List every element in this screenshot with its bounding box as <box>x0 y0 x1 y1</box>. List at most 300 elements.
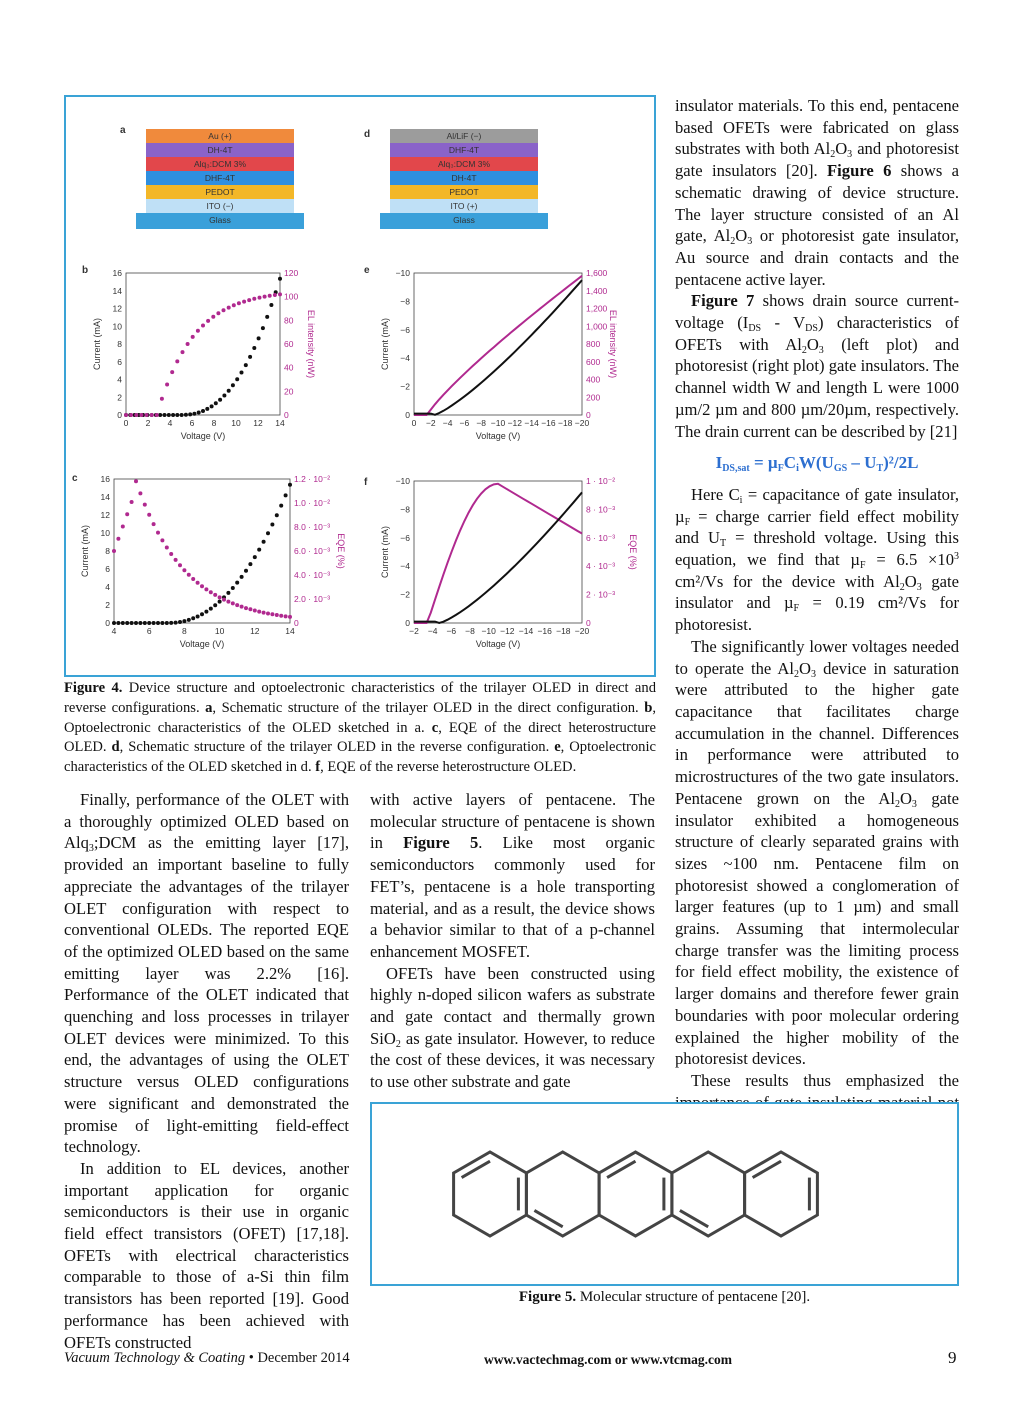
layer-label: Alq₃:DCM 3% <box>193 159 247 169</box>
x-tick-label: −6 <box>446 626 457 636</box>
page-number: 9 <box>948 1348 957 1367</box>
text: OFETs have been constructed using highly n-doped silicon wafers as substrate and gate contact and thermally grown SiO <box>370 963 655 1048</box>
x-tick-label: −10 <box>481 626 496 636</box>
x-tick-label: −2 <box>425 418 436 428</box>
data-point <box>278 277 282 281</box>
x-tick-label: 6 <box>189 418 195 428</box>
text: shows a schematic drawing of device structure. The layer structure consisted of an Al gate, Al <box>675 161 960 246</box>
x-tick-label: −14 <box>524 418 539 428</box>
layer-label: ITO (+) <box>450 201 478 211</box>
data-point <box>227 389 231 393</box>
y2-tick-label: 0 <box>586 410 591 420</box>
x-tick-label: 10 <box>231 418 241 428</box>
data-point <box>129 413 133 417</box>
x-tick-label: −20 <box>574 418 590 428</box>
x-tick-label: −16 <box>541 418 556 428</box>
paragraph: In addition to EL devices, another important application for organic semiconductors is their use in organic field effect transistors (OFET) [17,18]. OFETs with electrical characteristics comparable to those of a-Si thin film transistors has been reported [19]. Good performance has been achieved with OFETs constructed <box>64 1158 349 1352</box>
subscript: DS,sat <box>722 463 750 475</box>
data-point <box>204 610 208 614</box>
x-tick-label: 14 <box>275 418 285 428</box>
data-point <box>181 350 185 354</box>
data-point <box>174 621 178 625</box>
caption-text: , Schematic structure of the trilayer OLED in the reverse configuration. <box>119 739 555 756</box>
y2-tick-label: 2.0 · 10⁻³ <box>294 594 331 604</box>
y2-tick-label: 1 · 10⁻² <box>586 476 616 486</box>
subscript: 3 <box>847 149 853 161</box>
double-bond <box>753 1161 781 1177</box>
data-point <box>191 577 195 581</box>
y-tick-label: −6 <box>400 532 410 543</box>
y-tick-label: −10 <box>395 476 410 486</box>
data-point <box>270 523 274 527</box>
paragraph <box>370 789 655 963</box>
data-point <box>288 615 292 619</box>
caption-text: Molecular structure of pentacene [20]. <box>576 1289 811 1305</box>
data-point <box>169 552 173 556</box>
y-tick-label: 10 <box>100 528 110 538</box>
figure-5 <box>370 1102 959 1286</box>
text: cm²/Vs for the device with Al <box>675 571 900 591</box>
series-line <box>414 492 582 623</box>
data-point <box>211 315 215 319</box>
data-point <box>187 573 191 577</box>
subscript: 2 <box>801 344 807 356</box>
layer-label: PEDOT <box>205 187 235 197</box>
subscript: GS <box>833 463 848 475</box>
data-point <box>188 412 192 416</box>
figure-ref: Figure 7 <box>691 291 755 311</box>
x-axis-label: Voltage (V) <box>179 639 225 649</box>
figure-4-graphic <box>66 97 654 675</box>
figure-5-label: Figure 5. <box>518 1289 577 1305</box>
x-tick-label: −4 <box>442 418 453 428</box>
data-point <box>175 359 179 363</box>
figure-5-caption <box>370 1289 959 1306</box>
text: gate insulator exhibited a homogeneous structure of clearly separated grains with sizes ~100 nm. Pentacene film on photoresist showed a conglomeration of larger features (up to 1 µm) and small grains. Assuming that intermolecular charge transfer was the limiting process for field effect mobility, the existence of larger domains and therefore fewer grain boundaries with poor molecular ordering explained the higher mobility of the photoresist devices. <box>675 788 959 1069</box>
caption-panel-f: f <box>315 759 321 776</box>
subscript: 3 <box>88 843 94 855</box>
data-point <box>218 595 222 599</box>
y2-tick-label: 0 <box>586 618 591 628</box>
y-tick-label: −2 <box>400 381 410 392</box>
data-point <box>121 525 125 529</box>
y-tick-label: 0 <box>105 618 110 628</box>
text: = threshold voltage. Using this equation, we find that µ <box>675 528 960 570</box>
subscript: i <box>739 494 743 506</box>
x-tick-label: −12 <box>507 418 523 428</box>
x-tick-label: 2 <box>145 418 151 428</box>
text: O <box>799 658 812 678</box>
text: as gate insulator. However, to reduce the cost of these devices, it was necessary to use other substrate and gate <box>370 1028 655 1092</box>
caption-panel-a: a <box>205 699 213 716</box>
y-tick-label: 2 <box>117 392 122 403</box>
y2-tick-label: 1,200 <box>586 303 608 314</box>
y2-tick-label: 0 <box>294 618 299 628</box>
text: gate insulator and µ <box>675 571 960 613</box>
layer-label: Alq₃:DCM 3% <box>437 159 491 169</box>
data-point <box>222 308 226 312</box>
subscript: i <box>796 463 799 475</box>
y-axis-label: Current (mA) <box>380 317 390 371</box>
x-tick-label: 8 <box>182 626 187 636</box>
x-tick-label: −20 <box>574 626 590 636</box>
y2-tick-label: 4.0 · 10⁻³ <box>294 570 331 580</box>
layer-label: Glass <box>453 215 475 225</box>
layer-label: PEDOT <box>449 187 479 197</box>
text: = capacitance of gate insulator, µ <box>675 484 959 526</box>
data-point <box>284 614 288 618</box>
data-point <box>262 540 266 544</box>
figure-4-label: Figure 4. <box>64 680 123 696</box>
y-tick-label: 8 <box>105 546 110 556</box>
eq-part: W(U <box>798 453 834 473</box>
y2-tick-label: 1,000 <box>586 321 608 332</box>
text: = 0.19 cm²/Vs for photoresist. <box>675 593 960 635</box>
subscript: F <box>860 560 866 572</box>
text: ) characteristics of OFETs with Al <box>675 313 959 354</box>
data-point <box>186 342 190 346</box>
x-tick-label: −18 <box>557 418 573 428</box>
x-tick-label: 4 <box>111 626 117 636</box>
paragraph <box>675 290 959 442</box>
layer-label: ITO (−) <box>206 201 234 211</box>
data-point <box>152 522 156 526</box>
data-point <box>216 311 220 315</box>
superscript: 3 <box>954 551 960 563</box>
data-point <box>112 549 116 553</box>
data-point <box>222 394 226 398</box>
text-column-1 <box>64 789 349 1353</box>
data-point <box>139 413 143 417</box>
x-tick-label: −6 <box>459 418 470 428</box>
data-point <box>138 491 142 495</box>
y2-tick-label: 1,600 <box>586 268 608 278</box>
panel-label-a: a <box>120 125 126 136</box>
y-tick-label: 16 <box>100 474 110 484</box>
y2-tick-label: 6 · 10⁻³ <box>586 532 616 543</box>
data-point <box>200 584 204 588</box>
subscript: DS <box>748 323 762 335</box>
y2-tick-label: 400 <box>586 374 601 385</box>
paragraph <box>675 484 959 636</box>
benzene-ring <box>745 1152 818 1236</box>
y2-tick-label: 1.2 · 10⁻² <box>294 474 331 484</box>
x-tick-label: −18 <box>556 626 571 636</box>
data-point <box>163 413 167 417</box>
data-point <box>268 294 272 298</box>
subscript: 3 <box>811 668 817 680</box>
y2-tick-label: 20 <box>284 386 294 397</box>
data-point <box>134 479 138 483</box>
paragraph <box>675 636 959 1070</box>
x-tick-label: −4 <box>427 626 438 636</box>
subscript: F <box>777 463 784 475</box>
data-point <box>196 615 200 619</box>
caption-panel-b: b <box>644 699 653 716</box>
drain-current-equation <box>675 452 959 474</box>
panel-label-c: c <box>72 473 78 484</box>
y2-tick-label: 200 <box>586 392 601 403</box>
text: O <box>904 571 917 591</box>
panel-label-f: f <box>364 477 368 488</box>
data-point <box>182 568 186 572</box>
text: - V <box>761 313 806 333</box>
data-point <box>147 513 151 517</box>
eq-part: C <box>783 453 797 473</box>
data-point <box>145 413 149 417</box>
data-point <box>192 412 196 416</box>
data-point <box>237 301 241 305</box>
subscript: 2 <box>830 149 836 161</box>
y2-tick-label: 60 <box>284 339 294 349</box>
subscript: 2 <box>730 236 736 248</box>
data-point <box>160 538 164 542</box>
y2-tick-label: 6.0 · 10⁻³ <box>294 546 331 556</box>
data-point <box>257 548 261 552</box>
y-tick-label: 0 <box>405 618 410 628</box>
x-tick-label: 12 <box>253 418 263 428</box>
y2-tick-label: 8.0 · 10⁻³ <box>294 522 331 532</box>
y-tick-label: −2 <box>400 589 410 600</box>
double-bond <box>680 1210 708 1226</box>
data-point <box>270 612 274 616</box>
data-point <box>165 621 169 625</box>
subscript: T <box>719 538 727 550</box>
series-line <box>414 276 582 415</box>
text: . Like most organic semiconductors commonly used for FET’s, pentacene is a hole transporting material, and as a result, the device shows a behavior similar to that of a p-channel enhancement MOSFET. <box>370 833 656 961</box>
data-point <box>262 611 266 615</box>
caption-text: , EQE of the direct heterostructure OLED. <box>64 719 656 756</box>
layer-label: DHF-4T <box>448 145 480 155</box>
benzene-ring <box>672 1152 745 1236</box>
chart-b <box>92 268 316 441</box>
x-tick-label: 0 <box>411 418 417 428</box>
text: O <box>899 788 912 808</box>
subscript: DS <box>805 323 818 335</box>
caption-text: , EQE of the reverse heterostructure OLED. <box>320 759 577 776</box>
data-point <box>213 593 217 597</box>
y-tick-label: −6 <box>400 324 410 335</box>
benzene-ring <box>526 1152 599 1236</box>
subscript: F <box>684 516 691 528</box>
data-point <box>218 600 222 604</box>
text: with active layers of pentacene. The molecular structure of pentacene is shown in <box>370 790 655 853</box>
text-column-2 <box>370 789 655 1093</box>
data-point <box>174 558 178 562</box>
data-point <box>196 581 200 585</box>
caption-panel-c: c <box>431 719 439 736</box>
figure-4 <box>64 95 656 677</box>
double-bond <box>534 1210 562 1226</box>
x-tick-label: −8 <box>476 418 487 428</box>
y-tick-label: −4 <box>400 561 410 572</box>
y2-axis-label: EQE (%) <box>628 534 638 570</box>
footer-separator: • <box>245 1350 258 1366</box>
data-point <box>266 531 270 535</box>
data-point <box>244 363 248 367</box>
y2-tick-label: 800 <box>586 339 601 349</box>
y-tick-label: 14 <box>112 285 122 296</box>
paragraph <box>370 963 655 1093</box>
x-tick-label: 4 <box>167 418 173 428</box>
benzene-ring <box>599 1152 672 1236</box>
text: The significantly lower voltages needed to operate the Al <box>675 636 959 678</box>
data-point <box>240 575 244 579</box>
y-tick-label: −8 <box>400 504 410 515</box>
caption-panel-e: e <box>554 739 561 756</box>
data-point <box>134 413 138 417</box>
data-point <box>204 587 208 591</box>
data-point <box>275 613 279 617</box>
data-point <box>235 377 239 381</box>
data-point <box>156 531 160 535</box>
x-axis-label: Voltage (V) <box>180 431 226 441</box>
y2-axis-label: EL intensity (nW) <box>608 309 618 379</box>
text: Finally, performance of the OLET with a thoroughly optimized OLED based on Alq <box>64 790 349 853</box>
eq-part: = µ <box>749 453 778 473</box>
data-point <box>143 503 147 507</box>
y-tick-label: −10 <box>395 268 410 278</box>
plot-frame <box>126 273 280 415</box>
text: insulator materials. To this end, pentacene based OFETs were fabricated on glass substrates with both Al <box>675 96 959 159</box>
data-point <box>155 413 159 417</box>
data-point <box>130 621 134 625</box>
data-point <box>134 621 138 625</box>
data-point <box>206 319 210 323</box>
y-tick-label: 6 <box>105 564 110 574</box>
y2-tick-label: 4 · 10⁻³ <box>586 561 616 572</box>
x-tick-label: 6 <box>146 626 152 636</box>
layer-label: DHF-4T <box>204 173 236 183</box>
data-point <box>222 598 226 602</box>
data-point <box>165 546 169 550</box>
eq-part: – U <box>847 453 877 473</box>
data-point <box>244 606 248 610</box>
pentacene-molecule <box>454 1152 818 1236</box>
layer-stack-reverse <box>380 129 548 229</box>
y-axis-label: Current (mA) <box>92 317 102 371</box>
x-tick-label: −12 <box>500 626 515 636</box>
subscript: F <box>793 603 800 615</box>
data-point <box>275 513 279 517</box>
subscript: 2 <box>395 1038 401 1050</box>
data-point <box>240 371 244 375</box>
text: (left plot) and photoresist (right plot) gate insulators. The channel width W and length L were 1000 µm/2 µm and 800 µm/20µm, respectively. The drain current can be described by [21] <box>675 334 959 441</box>
data-point <box>235 581 239 585</box>
x-tick-label: −10 <box>490 418 506 428</box>
y2-tick-label: 1,400 <box>586 285 608 296</box>
y-tick-label: 12 <box>100 510 110 520</box>
data-point <box>165 383 169 387</box>
y2-tick-label: 2 · 10⁻³ <box>586 589 616 600</box>
data-point <box>247 298 251 302</box>
data-point <box>231 586 235 590</box>
pentacene-structure-diagram <box>372 1104 957 1284</box>
data-point <box>288 483 292 487</box>
chart-f <box>380 476 638 649</box>
data-point <box>125 621 129 625</box>
y-tick-label: 16 <box>112 268 122 278</box>
data-point <box>121 621 125 625</box>
x-tick-label: 10 <box>214 626 225 636</box>
data-point <box>169 621 173 625</box>
x-axis-label: Voltage (V) <box>475 431 521 441</box>
data-point <box>248 607 252 611</box>
y-tick-label: 10 <box>112 321 122 332</box>
y-tick-label: 4 <box>117 374 122 385</box>
data-point <box>273 293 277 297</box>
data-point <box>205 407 209 411</box>
x-tick-label: 14 <box>285 626 295 636</box>
data-point <box>257 610 261 614</box>
y-axis-label: Current (mA) <box>80 524 90 578</box>
double-bond <box>607 1161 635 1177</box>
y2-axis-label: EL intensity (nW) <box>306 309 316 379</box>
data-point <box>232 303 236 307</box>
plot-frame <box>414 481 582 623</box>
y2-tick-label: 0 <box>284 410 289 420</box>
x-tick-label: −16 <box>537 626 552 636</box>
x-tick-label: −2 <box>409 626 419 636</box>
data-point <box>266 612 270 616</box>
data-point <box>210 404 214 408</box>
data-point <box>231 601 235 605</box>
footer-url[interactable]: www.vactechmag.com or www.vtcmag.com <box>484 1352 732 1367</box>
subscript: 3 <box>916 581 922 593</box>
y-tick-label: 2 <box>105 600 110 610</box>
data-point <box>152 621 156 625</box>
paragraph <box>675 95 959 290</box>
data-point <box>182 619 186 623</box>
data-point <box>180 413 184 417</box>
y-tick-label: 4 <box>105 582 110 592</box>
layer-label: Au (+) <box>208 131 232 141</box>
y-tick-label: 12 <box>112 303 122 314</box>
issue-date: December 2014 <box>257 1350 350 1366</box>
data-point <box>112 621 116 625</box>
y-tick-label: 0 <box>117 410 122 420</box>
layer-label: DH-4T <box>451 173 477 183</box>
y-tick-label: −4 <box>400 353 410 364</box>
caption-text: , Optoelectronic characteristics of the OLED sketched in a. <box>64 699 656 736</box>
data-point <box>196 329 200 333</box>
data-point <box>265 315 269 319</box>
y-tick-label: −8 <box>400 296 410 307</box>
data-point <box>278 292 282 296</box>
subscript: 2 <box>894 798 900 810</box>
data-point <box>150 413 154 417</box>
data-point <box>257 336 261 340</box>
data-point <box>261 326 265 330</box>
data-point <box>116 621 120 625</box>
double-bond <box>462 1161 490 1177</box>
panel-label-b: b <box>82 265 89 276</box>
data-point <box>214 401 218 405</box>
data-point <box>252 346 256 350</box>
layer-label: DH-4T <box>207 145 233 155</box>
data-point <box>253 555 257 559</box>
y2-tick-label: 100 <box>284 291 299 302</box>
text: shows drain source current-voltage (I <box>675 291 959 333</box>
y2-tick-label: 40 <box>284 362 294 373</box>
plot-frame <box>114 479 290 623</box>
data-point <box>258 296 262 300</box>
data-point <box>184 413 188 417</box>
subscript: 3 <box>818 344 824 356</box>
data-point <box>209 590 213 594</box>
data-point <box>240 605 244 609</box>
layer-label: Al/LiF (−) <box>446 131 482 141</box>
